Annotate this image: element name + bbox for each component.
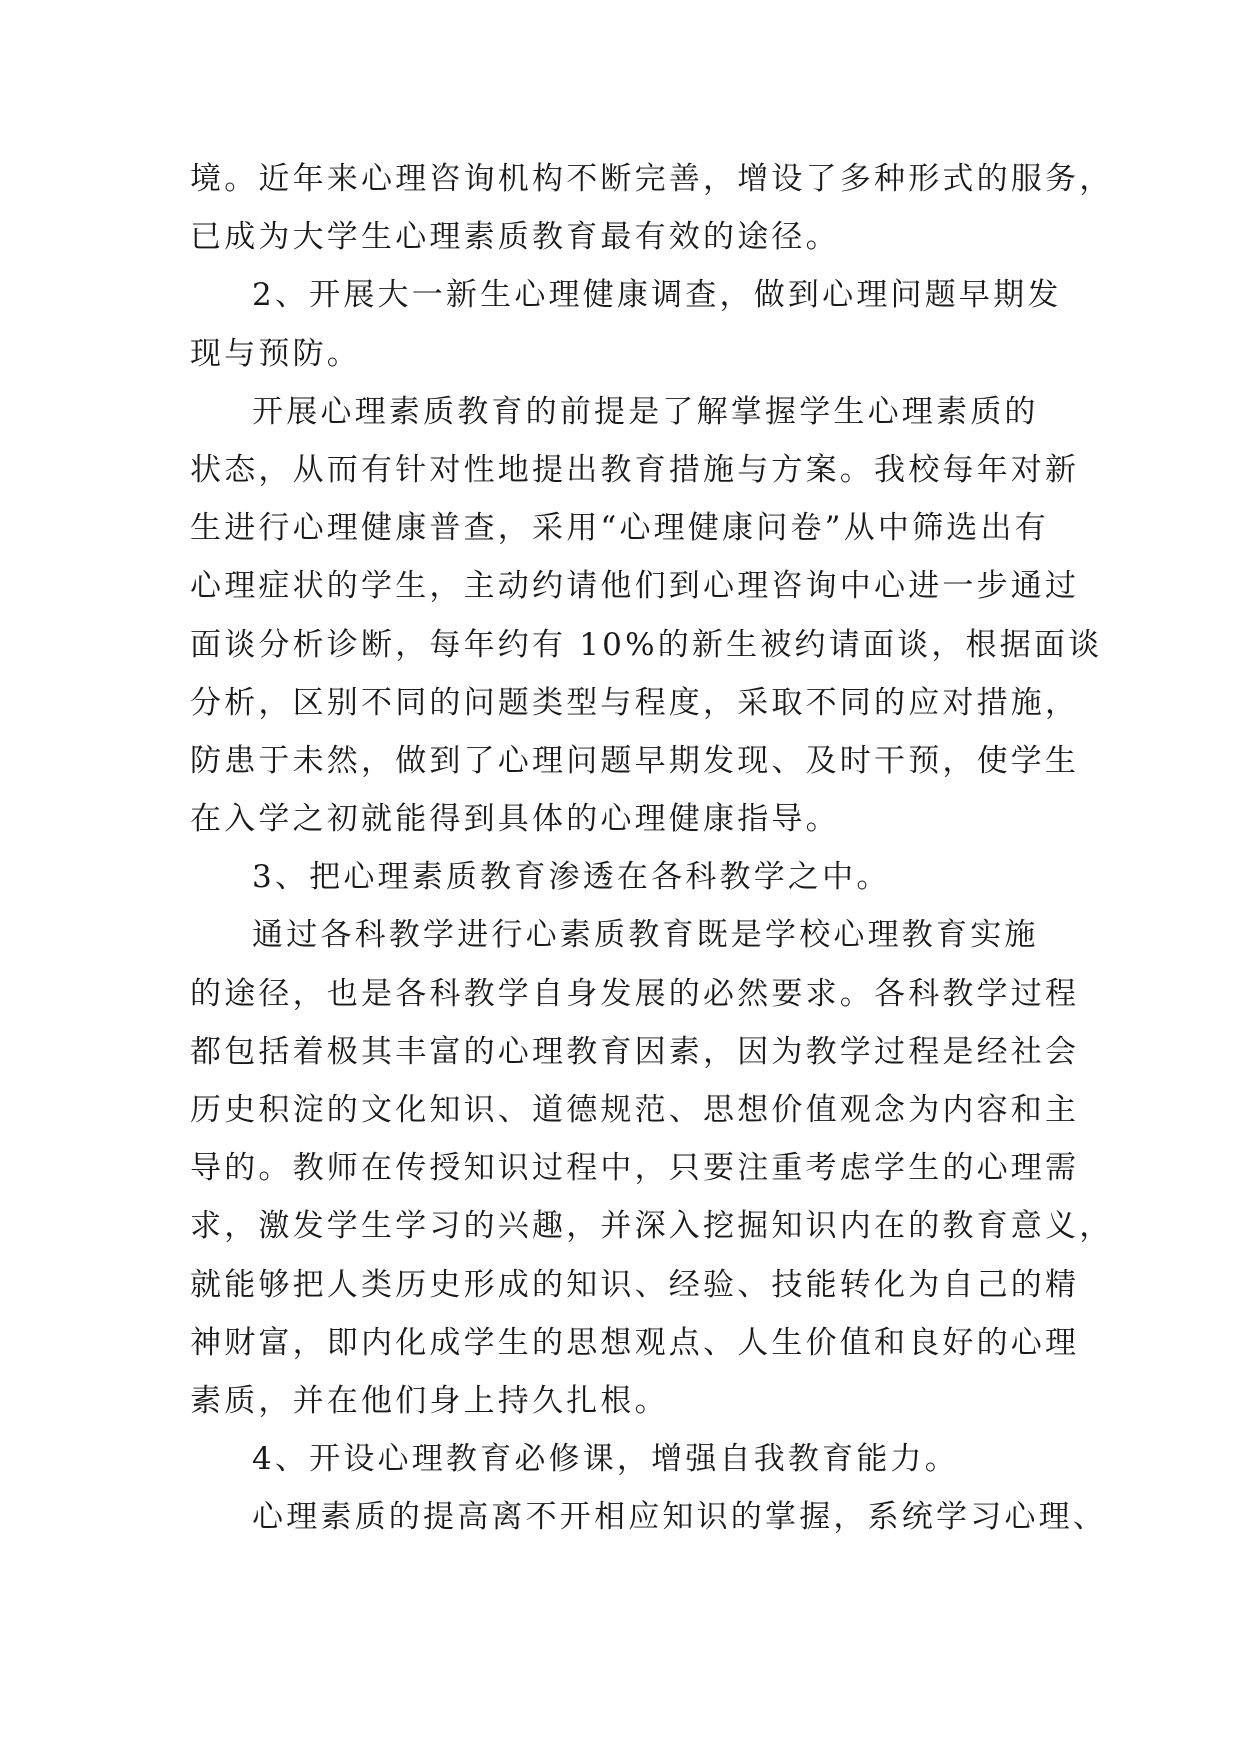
text-line: 就能够把人类历史形成的知识、经验、技能转化为自己的精 bbox=[190, 1266, 1080, 1303]
text-line: 已成为大学生心理素质教育最有效的途径。 bbox=[190, 219, 840, 256]
section-heading: 3、把心理素质教育渗透在各科教学之中。 bbox=[252, 859, 891, 896]
text-line: 在入学之初就能得到具体的心理健康指导。 bbox=[190, 801, 840, 838]
section-heading: 4、开设心理教育必修课，增强自我教育能力。 bbox=[252, 1441, 959, 1478]
text-line: 生进行心理健康普查，采用“心理健康问卷”从中筛选出有 bbox=[190, 510, 1049, 547]
paragraph-start: 通过各科教学进行心素质教育既是学校心理教育实施 bbox=[252, 917, 1039, 954]
text-line: 境。近年来心理咨询机构不断完善，增设了多种形式的服务， bbox=[190, 161, 1114, 197]
text-line: 面谈分析诊断，每年约有 10%的新生被约请面谈，根据面谈 bbox=[190, 626, 1103, 663]
text-line: 神财富，即内化成学生的思想观点、人生价值和良好的心理 bbox=[190, 1324, 1080, 1361]
paragraph-start: 心理素质的提高离不开相应知识的掌握，系统学习心理、 bbox=[252, 1499, 1107, 1536]
section-heading: 2、开展大一新生心理健康调查，做到心理问题早期发 bbox=[252, 277, 1062, 314]
document-body bbox=[190, 150, 1114, 1547]
text-line: 都包括着极其丰富的心理教育因素，因为教学过程是经社会 bbox=[190, 1033, 1080, 1070]
text-line: 求，激发学生学习的兴趣，并深入挖掘知识内在的教育意义， bbox=[190, 1208, 1114, 1245]
text-line: 导的。教师在传授知识过程中，只要注重考虑学生的心理需 bbox=[190, 1150, 1080, 1187]
text-line: 防患于未然，做到了心理问题早期发现、及时干预，使学生 bbox=[190, 742, 1080, 779]
text-line: 现与预防。 bbox=[190, 335, 361, 372]
text-line: 历史积淀的文化知识、道德规范、思想价值观念为内容和主 bbox=[190, 1092, 1080, 1128]
text-line: 分析，区别不同的问题类型与程度，采取不同的应对措施， bbox=[190, 684, 1080, 721]
text-line: 心理症状的学生，主动约请他们到心理咨询中心进一步通过 bbox=[190, 568, 1080, 605]
paragraph-start: 开展心理素质教育的前提是了解掌握学生心理素质的 bbox=[252, 393, 1039, 430]
text-line: 素质，并在他们身上持久扎根。 bbox=[190, 1382, 669, 1419]
text-line: 状态，从而有针对性地提出教育措施与方案。我校每年对新 bbox=[190, 451, 1080, 488]
text-line: 的途径，也是各科教学自身发展的必然要求。各科教学过程 bbox=[190, 975, 1080, 1012]
